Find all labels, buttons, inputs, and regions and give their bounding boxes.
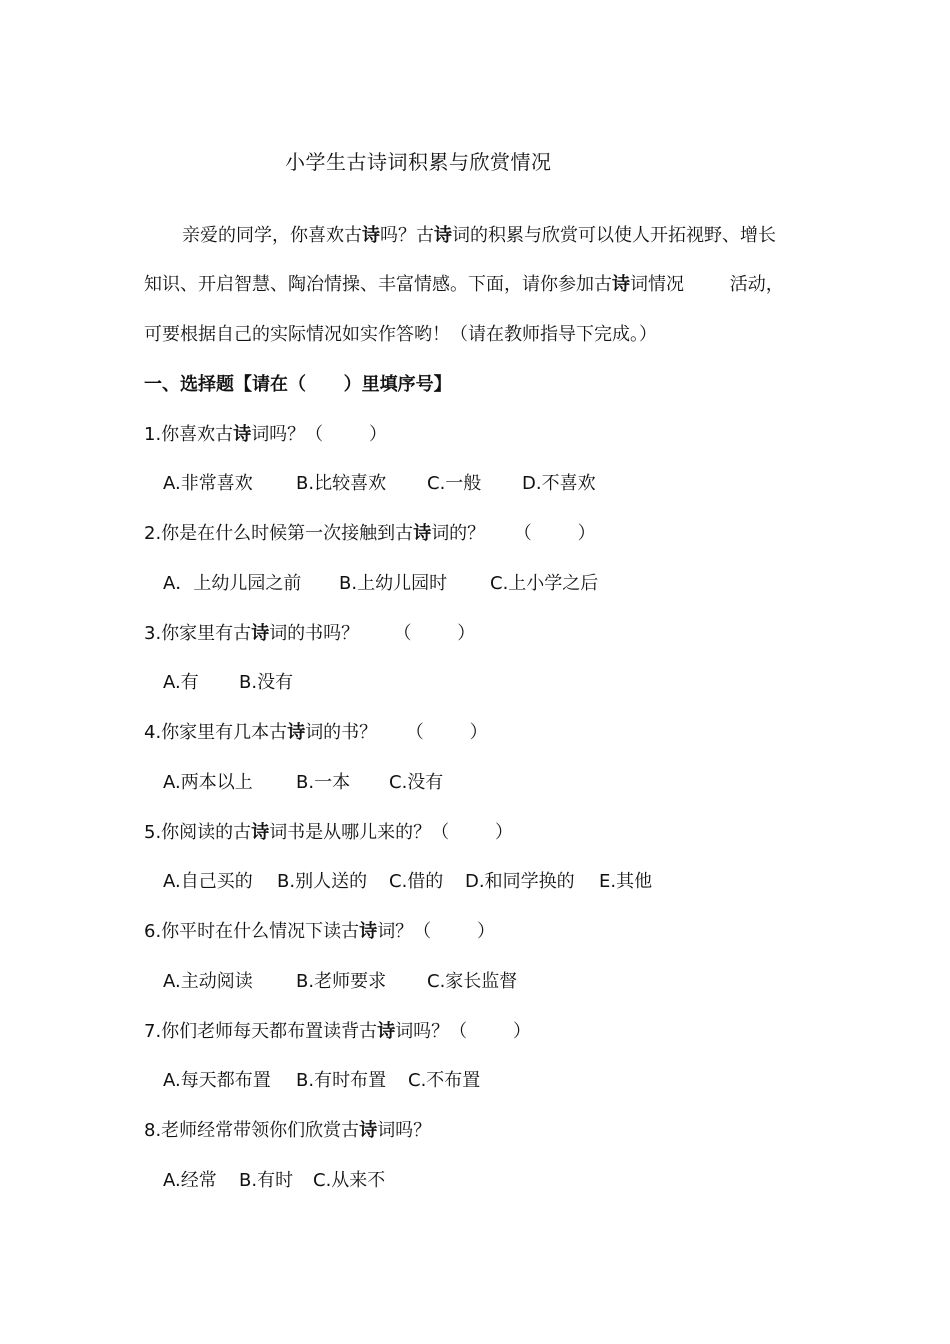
option: C.没有 [389, 772, 444, 793]
question-7-options [163, 1066, 480, 1096]
intro-line-2: 知识、开启智慧、陶冶情操、丰富情感。下面，请你参加古诗词情况 活动， [144, 274, 784, 295]
question-7: 7.你们老师每天都布置读背古诗词吗？（ ） [144, 1021, 531, 1042]
option: B.有时 [239, 1170, 294, 1191]
option: D.和同学换的 [465, 871, 575, 892]
question-1-options [163, 469, 596, 499]
document-title: 小学生古诗词积累与欣赏情况 [285, 150, 552, 174]
question-4-options [163, 768, 443, 798]
option: C.借的 [389, 871, 444, 892]
question-5: 5.你阅读的古诗词书是从哪儿来的？（ ） [144, 822, 513, 843]
option: A.自己买的 [163, 871, 253, 892]
option: A.主动阅读 [163, 971, 253, 992]
question-6: 6.你平时在什么情况下读古诗词？（ ） [144, 921, 495, 942]
option: B.一本 [296, 772, 351, 793]
intro-line-3: 可要根据自己的实际情况如实作答哟！（请在教师指导下完成。） [144, 324, 657, 345]
option: B.上幼儿园时 [339, 573, 448, 594]
question-2: 2.你是在什么时候第一次接触到古诗词的？ （ ） [144, 523, 596, 544]
intro-line-1: 亲爱的同学，你喜欢古诗吗？古诗词的积累与欣赏可以使人开拓视野、增长 [182, 225, 776, 246]
question-8: 8.老师经常带领你们欣赏古诗词吗？ [144, 1120, 432, 1141]
option: B.有时布置 [296, 1070, 387, 1091]
option: A.有 [163, 672, 199, 693]
option: A.每天都布置 [163, 1070, 271, 1091]
question-2-options [163, 569, 598, 599]
question-3-options [163, 668, 293, 698]
option: B.别人送的 [277, 871, 368, 892]
option: C.从来不 [313, 1170, 386, 1191]
option: C.不布置 [408, 1070, 481, 1091]
option: B.老师要求 [296, 971, 387, 992]
option: C.家长监督 [427, 971, 518, 992]
section-heading: 一、选择题【请在（ ）里填序号】 [144, 374, 452, 395]
option: E.其他 [599, 871, 653, 892]
question-6-options [163, 967, 517, 997]
option: A.非常喜欢 [163, 473, 253, 494]
option: D.不喜欢 [522, 473, 596, 494]
option: A．上幼儿园之前 [163, 573, 302, 594]
question-4: 4.你家里有几本古诗词的书？ （ ） [144, 722, 488, 743]
option: A.经常 [163, 1170, 217, 1191]
question-5-options [163, 867, 652, 897]
question-8-options [163, 1166, 385, 1196]
question-1: 1.你喜欢古诗词吗？（ ） [144, 424, 387, 445]
option: B.没有 [239, 672, 294, 693]
option: C.一般 [427, 473, 482, 494]
option: C.上小学之后 [490, 573, 599, 594]
question-3: 3.你家里有古诗词的书吗？ （ ） [144, 623, 476, 644]
option: A.两本以上 [163, 772, 253, 793]
option: B.比较喜欢 [296, 473, 387, 494]
